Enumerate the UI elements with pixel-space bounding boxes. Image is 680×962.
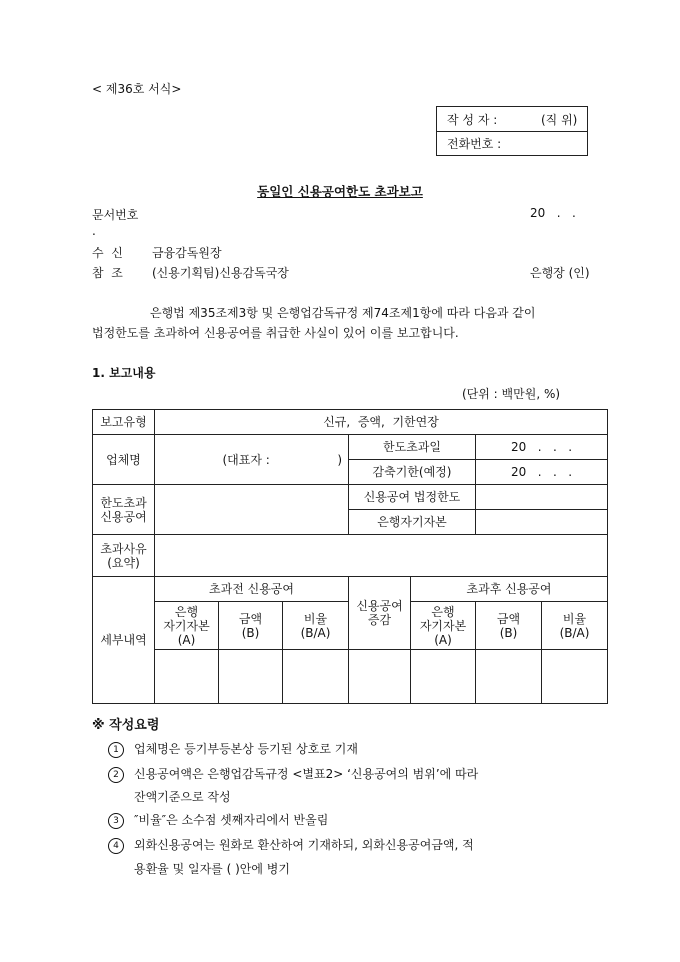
bank-signature: 은행장 (인) [530,266,590,280]
legal-limit-value [476,485,608,510]
note-item-1 [108,740,358,758]
before-equity-header [155,602,219,650]
notes-heading: ※ 작성요령 [92,718,160,733]
before-ratio-2: (B/A) [300,625,331,640]
after-equity-1: 은행 [431,604,455,619]
after-equity-2: 자기자본 [419,618,467,633]
credit-change-value [349,650,411,704]
body-line-1: 은행법 제35조제3항 및 은행업감독규정 제74조제1항에 따라 다음과 같이 [150,306,536,320]
writer-label: 작 성 자 : [447,113,498,127]
bank-equity-label: 은행자기자본 [349,510,476,535]
doc-number-label: 문서번호 [92,208,139,222]
after-amount-2: (B) [499,625,518,640]
before-amount-1: 금액 [238,611,263,626]
after-amount-header [476,602,542,650]
recipient-label: 수 신 [92,246,123,260]
after-equity-header [411,602,476,650]
phone-row [437,131,587,155]
company-cell [155,435,349,485]
note-text-2: 신용공여액은 은행업감독규정 <별표2> ‘신용공여의 범위’에 따라 [134,767,479,781]
reference-line [92,264,289,281]
dot-mark: . [92,224,96,238]
before-ratio-header [283,602,349,650]
details-label: 세부내역 [93,577,155,704]
note-item-2-continued: 잔액기준으로 작성 [134,790,231,804]
body-line-2: 법정한도를 초과하여 신용공여를 취급한 사실이 있어 이를 보고합니다. [92,326,459,340]
note-text-4: 외화신용공여는 원화로 환산하여 기재하되, 외화신용공여금액, 적 [134,838,474,852]
after-equity-3: (A) [434,632,452,647]
limit-exceed-date-label: 한도초과일 [349,435,476,460]
before-equity-value [155,650,219,704]
before-ratio-value [283,650,349,704]
report-table [92,409,608,704]
note-number-3: 3 [108,813,124,829]
report-type-label: 보고유형 [93,410,155,435]
after-ratio-header [542,602,608,650]
reduction-deadline-label: 감축기한(예정) [349,460,476,485]
before-amount-value [219,650,283,704]
before-amount-2: (B) [241,625,260,640]
limit-exceed-credit-value [155,485,349,535]
before-equity-3: (A) [177,632,196,647]
note-number-2: 2 [108,767,124,783]
reason-label [93,535,155,577]
reason-label-2: (요약) [107,555,140,570]
credit-change-header [349,577,411,650]
credit-change-label-2: 증감 [367,613,392,627]
signature-box [436,106,588,156]
position-label: (직 위) [541,113,578,127]
writer-row [437,107,587,132]
representative-label: (대표자 : [222,452,270,467]
reduction-deadline-value: 20 . . . [476,460,608,485]
document-title: 동일인 신용공여한도 초과보고 [257,184,423,199]
after-group-header: 초과후 신용공여 [411,577,608,602]
before-amount-header [219,602,283,650]
before-equity-2: 자기자본 [163,618,210,633]
note-item-4 [108,836,474,854]
note-item-2 [108,765,478,783]
date-field: 20 . . [530,206,576,220]
note-text-3: ″비율″은 소수점 셋째자리에서 반올림 [134,813,329,827]
after-amount-value [476,650,542,704]
phone-label: 전화번호 : [447,137,502,151]
reason-value [155,535,608,577]
note-text-1: 업체명은 등기부등본상 등기된 상호로 기재 [134,742,358,756]
section-heading: 1. 보고내용 [92,366,156,380]
after-ratio-1: 비율 [562,611,587,626]
representative-close: ) [337,452,342,467]
limit-exceed-date-value: 20 . . . [476,435,608,460]
note-item-4-continued: 용환율 및 일자를 ( )안에 병기 [134,862,290,876]
note-number-4: 4 [108,838,124,854]
note-item-3 [108,811,328,829]
reference-value: (신용기획팀)신용감독국장 [152,266,289,280]
before-equity-1: 은행 [174,604,199,619]
legal-limit-label: 신용공여 법정한도 [349,485,476,510]
recipient-value: 금융감독원장 [152,246,222,260]
after-ratio-2: (B/A) [559,625,590,640]
limit-exceed-credit-label [93,485,155,535]
limit-exceed-credit-label-2: 신용공여 [100,509,147,524]
after-amount-1: 금액 [496,611,521,626]
reason-label-1: 초과사유 [100,541,147,556]
after-equity-value [411,650,476,704]
company-label: 업체명 [93,435,155,485]
form-number: < 제36호 서식> [92,82,182,96]
before-group-header: 초과전 신용공여 [155,577,349,602]
after-ratio-value [542,650,608,704]
unit-label: (단위 : 백만원, %) [462,387,561,401]
limit-exceed-credit-label-1: 한도초과 [100,495,147,510]
reference-label: 참 조 [92,266,123,280]
note-number-1: 1 [108,742,124,758]
credit-change-label-1: 신용공여 [356,599,403,613]
before-ratio-1: 비율 [303,611,328,626]
report-type-value: 신규, 증액, 기한연장 [155,410,608,435]
recipient-line [92,244,222,261]
bank-equity-value [476,510,608,535]
